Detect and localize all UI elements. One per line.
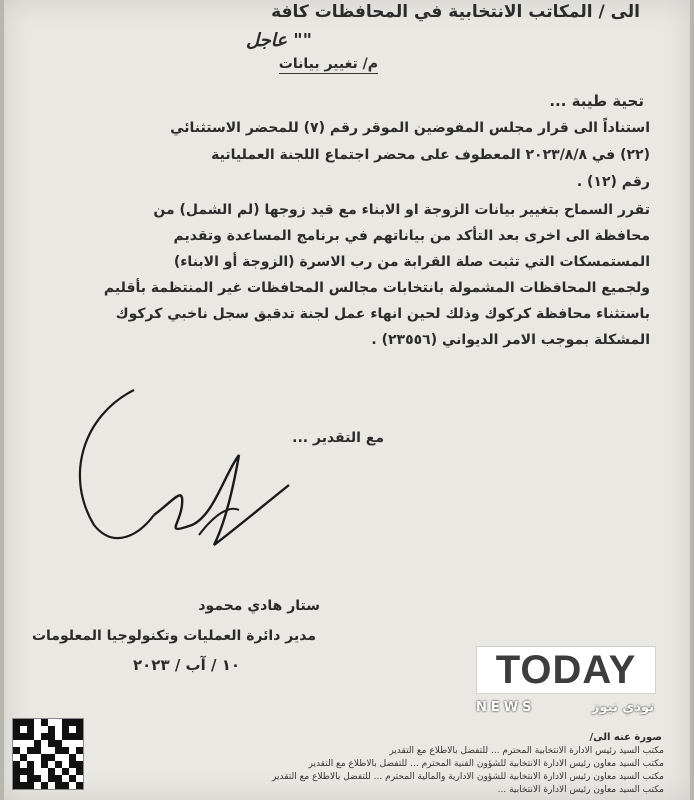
body-line: المستمسكات التي تثبت صلة القرابة من رب الاسرة (الزوجة أو الابناء) bbox=[173, 254, 650, 270]
urgent-mark: "" عاجل bbox=[245, 30, 312, 51]
body-line: محافظة الى اخرى بعد التأكد من بياناتهم في برنامج المساعدة وتقديم bbox=[173, 228, 650, 244]
today-news-watermark bbox=[476, 646, 654, 724]
cc-line: مكتب السيد معاون رئيس الادارة الانتخابية للشؤون الفنية المحترم ... للتفضل بالاطلاع مع التقدير bbox=[308, 759, 664, 769]
qr-code bbox=[12, 718, 84, 790]
logo-arabic: تودي نيوز bbox=[592, 699, 654, 715]
greeting: تحية طيبة ... bbox=[549, 92, 644, 110]
cc-heading: صورة عنه الى/ bbox=[589, 732, 662, 743]
document-page bbox=[4, 0, 690, 800]
body-line: استناداً الى قرار مجلس المفوضين الموقر رقم (٧) للمحضر الاستثنائي bbox=[170, 120, 650, 136]
body-line: (٢٢) في ٢٠٢٣/٨/٨ المعطوف على محضر اجتماع اللجنة العملياتية bbox=[211, 147, 650, 163]
signatory-name: ستار هادي محمود bbox=[198, 598, 320, 614]
body-line: تقرر السماح بتغيير بيانات الزوجة او الابناء مع قيد زوجها (لم الشمل) من bbox=[153, 202, 650, 218]
signatory-title: مدير دائرة العمليات وتكنولوجيا المعلومات bbox=[31, 628, 316, 644]
subject-line: م/ تغيير بيانات bbox=[278, 56, 378, 72]
logo-subline bbox=[476, 696, 654, 718]
logo-brand: TODAY bbox=[495, 647, 637, 692]
today-logo-box bbox=[476, 646, 656, 694]
cc-line: مكتب السيد معاون رئيس الادارة الانتخابية للشؤون الادارية والمالية المحترم ... للتفضل بالاطلاع مع التقدير bbox=[272, 772, 664, 782]
body-line: المشكلة بموجب الامر الديواني (٢٣٥٥٦) . bbox=[371, 332, 650, 348]
closing: مع التقدير ... bbox=[292, 430, 384, 446]
body-line: رقم (١٢) . bbox=[576, 174, 650, 190]
body-line: باستثناء محافظة كركوك وذلك لحين انهاء عمل لجنة تدقيق سجل ناخبي كركوك bbox=[115, 306, 650, 322]
cc-line: مكتب السيد معاون رئيس الادارة الانتخابية ... bbox=[497, 785, 664, 795]
logo-latin: NEWS bbox=[476, 699, 536, 715]
recipient-line: الى / المكاتب الانتخابية في المحافظات كافة bbox=[271, 2, 640, 22]
signature bbox=[64, 385, 304, 565]
body-line: ولجميع المحافظات المشمولة بانتخابات مجالس المحافظات غير المنتظمة بأقليم bbox=[103, 280, 650, 296]
document-date: ١٠ / آب / ٢٠٢٣ bbox=[133, 656, 240, 674]
cc-line: مكتب السيد رئيس الادارة الانتخابية المحترم ... للتفضل بالاطلاع مع التقدير bbox=[389, 746, 664, 756]
